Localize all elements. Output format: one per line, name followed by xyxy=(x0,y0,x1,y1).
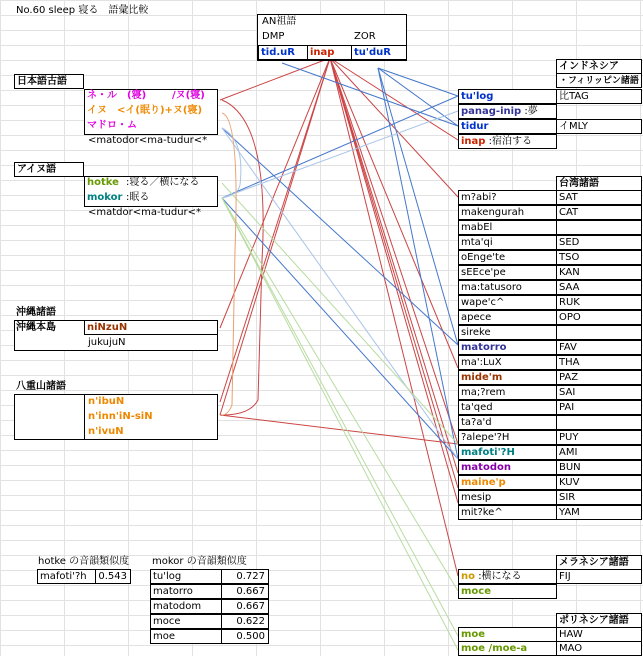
pol-r2: moe /moe-a xyxy=(458,641,557,656)
ainu-note: <matdor<ma-tudur<* xyxy=(88,207,202,218)
ainu-mokor-gloss: :眠る xyxy=(126,192,150,203)
an-zor-label: ZOR xyxy=(354,31,376,42)
yaeyama-w2-word: n'inn'iN-siN xyxy=(88,411,153,422)
mel-r1-gloss: :横になる xyxy=(478,571,522,582)
taiwan-word: mafoti'?H xyxy=(458,445,557,460)
mel-r1-code: FIJ xyxy=(556,569,642,584)
curve-jp-ainu xyxy=(222,128,241,198)
page-title: No.60 sleep 寝る 語彙比較 xyxy=(16,5,149,16)
okinawa-w1: niNzuN xyxy=(84,320,218,335)
hotke-sim-header: hotke の音韻類似度 xyxy=(38,556,130,567)
pol-r1: moe xyxy=(458,627,557,642)
jp-row3: マドロ・ム xyxy=(87,120,137,131)
mokor-sim-value: 0.667 xyxy=(221,584,269,599)
taiwan-code: YAM xyxy=(556,505,642,520)
blue-lines xyxy=(222,63,458,459)
taiwan-code: PAZ xyxy=(556,370,642,385)
taiwan-word: mide'm xyxy=(458,370,557,385)
indo-n0: 比TAG xyxy=(556,89,642,104)
taiwan-word: m?abi? xyxy=(458,190,557,205)
indo-n2: イMLY xyxy=(556,119,642,134)
yaeyama-w3: n'ivuN xyxy=(88,426,124,437)
taiwan-code: AMI xyxy=(556,445,642,460)
taiwan-code xyxy=(556,220,642,235)
an-header: AN祖語 xyxy=(262,16,297,27)
indo-n1: :夢 xyxy=(524,106,538,117)
taiwan-code: RUK xyxy=(556,295,642,310)
taiwan-word: ma:tatusoro xyxy=(458,280,557,295)
indo-n3: :宿泊する xyxy=(488,136,533,147)
yaeyama-w2 xyxy=(88,410,153,424)
line-ainu-mokor-moce xyxy=(222,198,458,591)
line-tudur-tulog xyxy=(378,68,458,96)
taiwan-code xyxy=(556,325,642,340)
taiwan-word: oEnge'te xyxy=(458,250,557,265)
an-tidur: tid.uR xyxy=(258,45,308,60)
mokor-sim-value: 0.500 xyxy=(221,629,269,644)
ainu-hotke-gloss: :寝る／横になる xyxy=(126,177,200,188)
taiwan-word: wape'c^ xyxy=(458,295,557,310)
indo-header2: ・フィリッピン諸語 xyxy=(556,73,642,88)
line-inap-tw-mafoti xyxy=(330,58,458,444)
taiwan-word: sireke xyxy=(458,325,557,340)
taiwan-code: THA xyxy=(556,355,642,370)
taiwan-code: OPO xyxy=(556,310,642,325)
taiwan-word: apece xyxy=(458,310,557,325)
okinawa-sub: 沖縄本島 xyxy=(16,322,56,333)
mokor-sim-word: moce xyxy=(150,614,222,629)
red-lines xyxy=(220,58,458,576)
line-inap-mel-no xyxy=(330,58,458,576)
pol-r1-code: HAW xyxy=(556,627,642,642)
jp-row2: イヌ <イ(眠り)+ヌ(寝) xyxy=(87,105,203,116)
indo-w1 xyxy=(458,104,557,119)
taiwan-code: SAT xyxy=(556,190,642,205)
mokor-sim-word: matorro xyxy=(150,584,222,599)
taiwan-header: 台湾諸語 xyxy=(556,176,642,191)
taiwan-code: KUV xyxy=(556,475,642,490)
taiwan-word: mesip xyxy=(458,490,557,505)
hotke-sim-value: 0.543 xyxy=(95,569,131,584)
jp-row1b: /ヌ(寝) xyxy=(172,90,205,101)
an-dmp-label: DMP xyxy=(262,31,285,42)
mel-r1-word: no xyxy=(461,571,475,582)
taiwan-word: maine'p xyxy=(458,475,557,490)
indo-w2: tidur xyxy=(458,119,557,134)
taiwan-word: matorro xyxy=(458,340,557,355)
pol-r2-code: MAO xyxy=(556,641,642,656)
taiwan-word: sEEce'pe xyxy=(458,265,557,280)
taiwan-code: PAI xyxy=(556,400,642,415)
indo-header1: インドネシア xyxy=(556,59,642,74)
an-tudur: tu'duR xyxy=(351,45,407,60)
line-ainu-mokor-tulog xyxy=(222,96,458,198)
mokor-sim-word: matodom xyxy=(150,599,222,614)
taiwan-word: ?alepe'?H xyxy=(458,430,557,445)
taiwan-code: SIR xyxy=(556,490,642,505)
taiwan-code: SAA xyxy=(556,280,642,295)
taiwan-word: mta'qi xyxy=(458,235,557,250)
taiwan-word: ma':LuX xyxy=(458,355,557,370)
an-inap: inap xyxy=(307,45,352,60)
line-tudur-matorro xyxy=(378,68,458,345)
mokor-sim-word: tu'log xyxy=(150,569,222,584)
okinawa-w2: jukujuN xyxy=(88,337,126,348)
taiwan-word: makengurah xyxy=(458,205,557,220)
mokor-sim-header: mokor の音韻類似度 xyxy=(152,556,247,567)
taiwan-word: mit?ke^ xyxy=(458,505,557,520)
taiwan-code: TSO xyxy=(556,250,642,265)
ainu-hotke: hotke xyxy=(87,177,119,188)
taiwan-code xyxy=(556,415,642,430)
mokor-sim-word: moe xyxy=(150,629,222,644)
taiwan-word: mabEl xyxy=(458,220,557,235)
taiwan-word: matodon xyxy=(458,460,557,475)
taiwan-code: BUN xyxy=(556,460,642,475)
line-tidur-tidur xyxy=(282,63,458,126)
mokor-sim-value: 0.622 xyxy=(221,614,269,629)
jp-header: 日本語古語 xyxy=(14,74,84,89)
taiwan-code: CAT xyxy=(556,205,642,220)
polynesia-header: ポリネシア諸語 xyxy=(556,613,642,628)
mokor-sim-value: 0.727 xyxy=(221,569,269,584)
ainu-mokor: mokor xyxy=(87,192,123,203)
jp-row1a: ネ・ル (寝) xyxy=(87,90,147,101)
okinawa-header: 沖縄諸語 xyxy=(16,307,56,318)
indo-w3-word: inap xyxy=(461,136,486,147)
indo-w3 xyxy=(458,134,557,149)
mel-r2: moce xyxy=(458,584,557,599)
taiwan-word: ta?a'd xyxy=(458,415,557,430)
jp-note: <matodor<ma-tudur<* xyxy=(88,135,208,146)
taiwan-code: SAI xyxy=(556,385,642,400)
ainu-header: アイヌ語 xyxy=(14,162,84,177)
line-inap-jp-ne xyxy=(220,58,330,100)
indo-w1-word: panag-inip xyxy=(461,106,522,117)
indo-w0: tu'log xyxy=(458,89,557,104)
yaeyama-w1: n'ibuN xyxy=(88,396,125,407)
taiwan-code: SED xyxy=(556,235,642,250)
mokor-sim-value: 0.667 xyxy=(221,599,269,614)
taiwan-word: ma;?rem xyxy=(458,385,557,400)
melanesia-header: メラネシア諸語 xyxy=(556,555,642,570)
taiwan-code: KAN xyxy=(556,265,642,280)
taiwan-word: ta'qed xyxy=(458,400,557,415)
mel-r1 xyxy=(458,569,557,584)
taiwan-code: FAV xyxy=(556,340,642,355)
yaeyama-header: 八重山諸語 xyxy=(16,381,66,392)
hotke-sim-word: mafoti'?h xyxy=(37,569,96,584)
line-inap-yaeyama2 xyxy=(220,58,330,415)
taiwan-code: PUY xyxy=(556,430,642,445)
